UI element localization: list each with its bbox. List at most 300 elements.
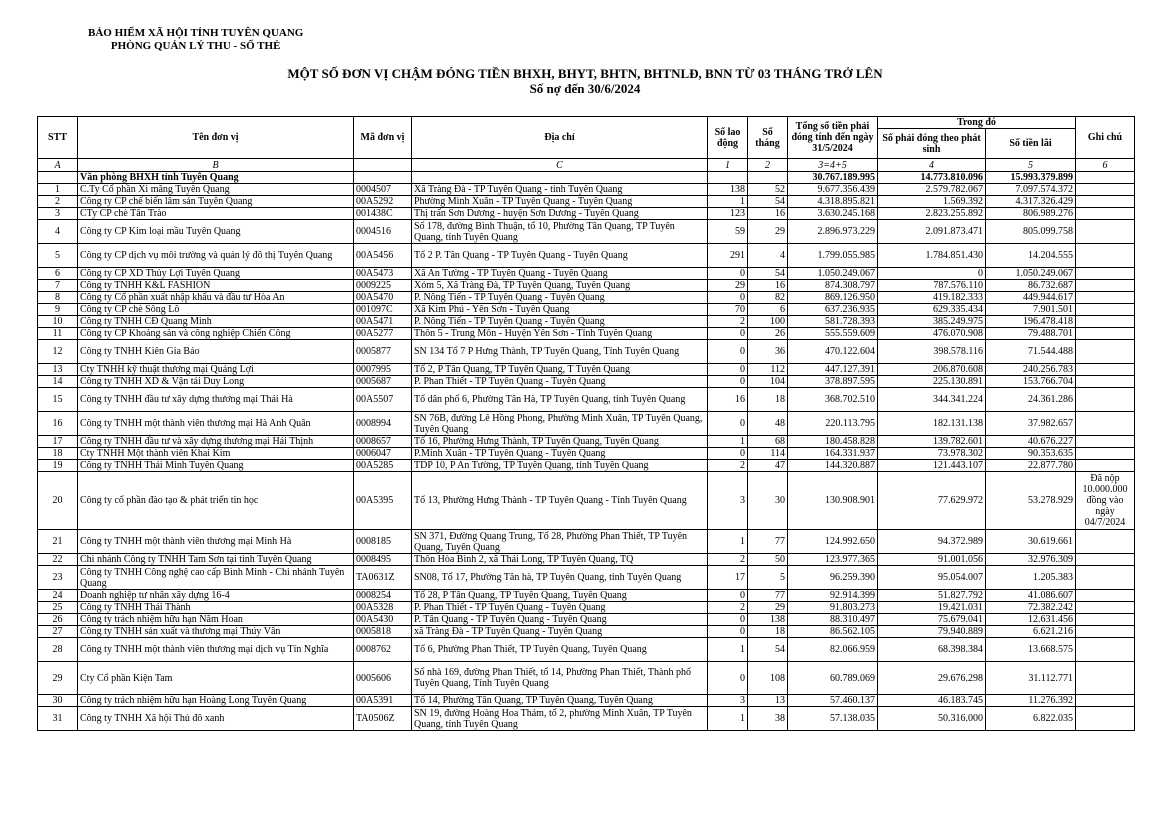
row-interest: 7.097.574.372: [986, 184, 1076, 196]
row-months: 5: [748, 566, 788, 590]
row-total: 220.113.795: [788, 412, 878, 436]
row-code: 00A5470: [354, 292, 412, 304]
row-months: 13: [748, 695, 788, 707]
row-workers: 0: [708, 412, 748, 436]
row-total: 378.897.595: [788, 376, 878, 388]
row-stt: 29: [38, 662, 78, 695]
row-address: P.Minh Xuân - TP Tuyên Quang - Tuyên Quang: [412, 448, 708, 460]
row-arising: 19.421.031: [878, 602, 986, 614]
row-note: [1076, 244, 1135, 268]
row-arising: 206.870.608: [878, 364, 986, 376]
row-address: SN08, Tổ 17, Phường Tân hà, TP Tuyên Quang, tỉnh Tuyên Quang: [412, 566, 708, 590]
col-group-breakdown: Trong đó: [878, 117, 1076, 129]
row-name: Công ty TNHH Thái Thành: [78, 602, 354, 614]
row-code: 0008254: [354, 590, 412, 602]
row-arising: 50.316.000: [878, 707, 986, 731]
row-stt: 27: [38, 626, 78, 638]
table-row: [38, 208, 1135, 220]
row-address: P. Phan Thiết - TP Tuyên Quang - Tuyên Quang: [412, 376, 708, 388]
table-row: [38, 554, 1135, 566]
row-code: 0005606: [354, 662, 412, 695]
row-workers: 1: [708, 436, 748, 448]
row-total: 57.138.035: [788, 707, 878, 731]
row-note: [1076, 220, 1135, 244]
letter-cell: C: [412, 159, 708, 172]
summary-row: [38, 172, 1135, 184]
row-code: 00A5328: [354, 602, 412, 614]
row-arising: 94.372.989: [878, 530, 986, 554]
org-name: BẢO HIỂM XÃ HỘI TỈNH TUYÊN QUANG: [88, 27, 304, 39]
row-interest: 153.766.704: [986, 376, 1076, 388]
row-note: [1076, 376, 1135, 388]
row-arising: 46.183.745: [878, 695, 986, 707]
row-code: 00A5277: [354, 328, 412, 340]
row-name: Công ty CP Kim loại mầu Tuyên Quang: [78, 220, 354, 244]
row-stt: 26: [38, 614, 78, 626]
row-code: 0008762: [354, 638, 412, 662]
row-note: [1076, 292, 1135, 304]
row-note: [1076, 602, 1135, 614]
row-total: 180.458.828: [788, 436, 878, 448]
letter-cell: 5: [986, 159, 1076, 172]
row-total: 92.914.399: [788, 590, 878, 602]
row-months: 50: [748, 554, 788, 566]
row-code: 00A5292: [354, 196, 412, 208]
letter-cell: [354, 159, 412, 172]
row-interest: 86.732.687: [986, 280, 1076, 292]
row-interest: 79.488.701: [986, 328, 1076, 340]
row-interest: 71.544.488: [986, 340, 1076, 364]
col-note: Ghi chú: [1076, 117, 1135, 159]
row-arising: 2.091.873.471: [878, 220, 986, 244]
row-note: [1076, 268, 1135, 280]
row-address: P. Phan Thiết - TP Tuyên Quang - Tuyên Quang: [412, 602, 708, 614]
row-name: Công ty TNHH một thành viên thương mại Hà Anh Quân: [78, 412, 354, 436]
row-name: Công ty CP chè Sông Lô: [78, 304, 354, 316]
row-name: Công ty TNHH Công nghệ cao cấp Bình Minh - Chi nhánh Tuyên Quang: [78, 566, 354, 590]
summary-label: Văn phòng BHXH tỉnh Tuyên Quang: [78, 172, 354, 184]
row-name: CTy CP chè Tân Trào: [78, 208, 354, 220]
row-stt: 19: [38, 460, 78, 472]
row-arising: 0: [878, 268, 986, 280]
row-note: [1076, 554, 1135, 566]
row-code: 00A5471: [354, 316, 412, 328]
row-total: 91.803.273: [788, 602, 878, 614]
row-months: 29: [748, 602, 788, 614]
row-months: 26: [748, 328, 788, 340]
row-arising: 79.940.889: [878, 626, 986, 638]
row-name: Công ty TNHH một thành viên thương mại Minh Hà: [78, 530, 354, 554]
row-address: SN 19, đường Hoàng Hoa Thám, tổ 2, phường Minh Xuân, TP Tuyên Quang, tỉnh Tuyên Quang: [412, 707, 708, 731]
row-arising: 385.249.975: [878, 316, 986, 328]
row-code: 00A5507: [354, 388, 412, 412]
row-total: 874.308.797: [788, 280, 878, 292]
table-row: [38, 626, 1135, 638]
row-stt: 25: [38, 602, 78, 614]
row-arising: 476.070.908: [878, 328, 986, 340]
row-address: Tổ 16, Phường Hưng Thành, TP Tuyên Quang, Tuyên Quang: [412, 436, 708, 448]
row-arising: 1.569.392: [878, 196, 986, 208]
row-name: Công ty TNHH Kiên Gia Bảo: [78, 340, 354, 364]
row-arising: 51.827.792: [878, 590, 986, 602]
row-workers: 0: [708, 626, 748, 638]
table-row: [38, 244, 1135, 268]
row-name: Công ty TNHH Thái Minh Tuyên Quang: [78, 460, 354, 472]
row-months: 112: [748, 364, 788, 376]
row-workers: 138: [708, 184, 748, 196]
table-row: [38, 376, 1135, 388]
row-name: Cty TNHH Một thành viên Khai Kim: [78, 448, 354, 460]
row-arising: 787.576.110: [878, 280, 986, 292]
row-workers: 1: [708, 530, 748, 554]
row-code: 00A5430: [354, 614, 412, 626]
row-total: 86.562.105: [788, 626, 878, 638]
row-name: Công ty CP chế biến lâm sản Tuyên Quang: [78, 196, 354, 208]
col-stt: STT: [38, 117, 78, 159]
row-arising: 398.578.116: [878, 340, 986, 364]
table-row: [38, 364, 1135, 376]
row-arising: 68.398.384: [878, 638, 986, 662]
row-arising: 139.782.601: [878, 436, 986, 448]
row-months: 18: [748, 626, 788, 638]
letter-cell: 3=4+5: [788, 159, 878, 172]
row-address: Tổ 14, Phường Tân Quang, TP Tuyên Quang, Tuyên Quang: [412, 695, 708, 707]
row-months: 114: [748, 448, 788, 460]
row-workers: 3: [708, 472, 748, 530]
row-workers: 2: [708, 460, 748, 472]
row-interest: 7.901.501: [986, 304, 1076, 316]
row-code: 0009225: [354, 280, 412, 292]
row-address: Tổ dân phố 6, Phường Tân Hà, TP Tuyên Quang, tỉnh Tuyên Quang: [412, 388, 708, 412]
row-stt: 17: [38, 436, 78, 448]
row-stt: 6: [38, 268, 78, 280]
row-arising: 91.001.056: [878, 554, 986, 566]
col-address: Địa chỉ: [412, 117, 708, 159]
summary-arising: 14.773.810.096: [878, 172, 986, 184]
row-workers: 1: [708, 707, 748, 731]
table-row: [38, 566, 1135, 590]
row-note: [1076, 566, 1135, 590]
row-months: 38: [748, 707, 788, 731]
row-stt: 8: [38, 292, 78, 304]
row-interest: 40.676.227: [986, 436, 1076, 448]
row-address: P. Nông Tiến - TP Tuyên Quang - Tuyên Quang: [412, 292, 708, 304]
row-interest: 6.822.035: [986, 707, 1076, 731]
row-code: 00A5395: [354, 472, 412, 530]
row-code: 00A5391: [354, 695, 412, 707]
row-stt: 22: [38, 554, 78, 566]
letter-cell: 1: [708, 159, 748, 172]
row-arising: 121.443.107: [878, 460, 986, 472]
row-address: SN 134 Tổ 7 P Hưng Thành, TP Tuyên Quang, Tỉnh Tuyên Quang: [412, 340, 708, 364]
row-interest: 22.877.780: [986, 460, 1076, 472]
table-row: [38, 695, 1135, 707]
row-workers: 2: [708, 602, 748, 614]
report-title-block: [0, 66, 1170, 96]
row-address: Số 178, đường Bình Thuận, tổ 10, Phường Tân Quang, TP Tuyên Quang, tỉnh Tuyên Quang: [412, 220, 708, 244]
row-interest: 805.099.758: [986, 220, 1076, 244]
row-name: Cty Cổ phần Kiện Tam: [78, 662, 354, 695]
row-note: [1076, 590, 1135, 602]
row-stt: 13: [38, 364, 78, 376]
row-code: 00A5285: [354, 460, 412, 472]
org-header: [88, 27, 303, 53]
row-address: Tổ 6, Phường Phan Thiết, TP Tuyên Quang, Tuyên Quang: [412, 638, 708, 662]
table-row: [38, 530, 1135, 554]
row-total: 1.050.249.067: [788, 268, 878, 280]
row-code: 0008495: [354, 554, 412, 566]
row-code: TA0631Z: [354, 566, 412, 590]
row-name: Công ty cổ phần đào tạo & phát triển tin học: [78, 472, 354, 530]
row-note: [1076, 340, 1135, 364]
table-row: [38, 220, 1135, 244]
row-interest: 24.361.286: [986, 388, 1076, 412]
row-total: 2.896.973.229: [788, 220, 878, 244]
row-name: Cty TNHH kỹ thuật thương mại Quảng Lợi: [78, 364, 354, 376]
row-total: 124.992.650: [788, 530, 878, 554]
row-months: 54: [748, 268, 788, 280]
row-interest: 72.382.242: [986, 602, 1076, 614]
row-workers: 0: [708, 328, 748, 340]
row-address: Xã Tràng Đà - TP Tuyên Quang - tỉnh Tuyên Quang: [412, 184, 708, 196]
col-name: Tên đơn vị: [78, 117, 354, 159]
row-workers: 0: [708, 376, 748, 388]
row-address: Xã Kim Phú - Yên Sơn - Tuyên Quang: [412, 304, 708, 316]
row-workers: 0: [708, 448, 748, 460]
table-row: [38, 280, 1135, 292]
table-row: [38, 707, 1135, 731]
row-interest: 806.989.276: [986, 208, 1076, 220]
report-title: MỘT SỐ ĐƠN VỊ CHẬM ĐÓNG TIỀN BHXH, BHYT, BHTN, BHTNLĐ, BNN TỪ 03 THÁNG TRỞ LÊN: [287, 66, 883, 81]
row-months: 6: [748, 304, 788, 316]
row-note: [1076, 626, 1135, 638]
row-code: 0008657: [354, 436, 412, 448]
col-months: Số tháng: [748, 117, 788, 159]
row-interest: 37.982.657: [986, 412, 1076, 436]
row-interest: 240.256.783: [986, 364, 1076, 376]
row-note: Đã nộp 10.000.000 đồng vào ngày 04/7/2024: [1076, 472, 1135, 530]
row-address: Tổ 2, P Tân Quang, TP Tuyên Quang, T Tuyên Quang: [412, 364, 708, 376]
table-row: [38, 184, 1135, 196]
row-workers: 29: [708, 280, 748, 292]
row-interest: 1.205.383: [986, 566, 1076, 590]
row-note: [1076, 412, 1135, 436]
row-months: 16: [748, 208, 788, 220]
row-total: 164.331.937: [788, 448, 878, 460]
row-total: 144.320.887: [788, 460, 878, 472]
table-row: [38, 340, 1135, 364]
row-stt: 9: [38, 304, 78, 316]
row-note: [1076, 662, 1135, 695]
table-row: [38, 638, 1135, 662]
table-row: [38, 448, 1135, 460]
table-row: [38, 196, 1135, 208]
row-workers: 0: [708, 590, 748, 602]
col-code: Mã đơn vị: [354, 117, 412, 159]
row-arising: 95.054.007: [878, 566, 986, 590]
row-total: 60.789.069: [788, 662, 878, 695]
row-stt: 14: [38, 376, 78, 388]
row-stt: 18: [38, 448, 78, 460]
row-interest: 12.631.456: [986, 614, 1076, 626]
row-note: [1076, 460, 1135, 472]
row-code: 0008994: [354, 412, 412, 436]
table-row: [38, 590, 1135, 602]
row-address: P. Nông Tiến - TP Tuyên Quang - Tuyên Quang: [412, 316, 708, 328]
row-note: [1076, 184, 1135, 196]
summary-interest: 15.993.379.899: [986, 172, 1076, 184]
row-months: 77: [748, 590, 788, 602]
row-interest: 14.204.555: [986, 244, 1076, 268]
row-arising: 73.978.302: [878, 448, 986, 460]
row-note: [1076, 364, 1135, 376]
row-stt: 16: [38, 412, 78, 436]
table-row: [38, 436, 1135, 448]
row-code: 00A5456: [354, 244, 412, 268]
row-note: [1076, 388, 1135, 412]
debt-table: [37, 116, 1135, 731]
row-address: TDP 10, P An Tường, TP Tuyên Quang, tỉnh Tuyên Quang: [412, 460, 708, 472]
row-months: 47: [748, 460, 788, 472]
row-workers: 0: [708, 364, 748, 376]
row-workers: 123: [708, 208, 748, 220]
table-row: [38, 472, 1135, 530]
row-address: Xã An Tường - TP Tuyên Quang - Tuyên Quang: [412, 268, 708, 280]
row-note: [1076, 304, 1135, 316]
row-total: 1.799.055.985: [788, 244, 878, 268]
table-row: [38, 602, 1135, 614]
table-row: [38, 316, 1135, 328]
row-name: Doanh nghiệp tư nhân xây dựng 16-4: [78, 590, 354, 602]
row-address: Tổ 2 P. Tân Quang - TP Tuyên Quang - Tuyên Quang: [412, 244, 708, 268]
row-months: 18: [748, 388, 788, 412]
row-address: Thôn Hòa Bình 2, xã Thái Long, TP Tuyên Quang, TQ: [412, 554, 708, 566]
row-interest: 30.619.661: [986, 530, 1076, 554]
row-months: 54: [748, 638, 788, 662]
row-address: Số nhà 169, đường Phan Thiết, tổ 14, Phường Phan Thiết, Thành phố Tuyên Quang, Tỉnh Tuyên Quang: [412, 662, 708, 695]
table-row: [38, 412, 1135, 436]
row-name: Công ty CP Khoáng sản và công nghiệp Chiến Công: [78, 328, 354, 340]
row-stt: 21: [38, 530, 78, 554]
row-months: 30: [748, 472, 788, 530]
row-stt: 31: [38, 707, 78, 731]
row-workers: 59: [708, 220, 748, 244]
row-address: Tổ 28, P Tân Quang, TP Tuyên Quang, Tuyên Quang: [412, 590, 708, 602]
row-name: Công ty TNHH sản xuất và thương mại Thúy Vân: [78, 626, 354, 638]
row-address: Xóm 5, Xã Tràng Đà, TP Tuyên Quang, Tuyên Quang: [412, 280, 708, 292]
row-arising: 77.629.972: [878, 472, 986, 530]
row-arising: 629.335.434: [878, 304, 986, 316]
col-interest: Số tiền lãi: [986, 129, 1076, 159]
row-arising: 75.679.041: [878, 614, 986, 626]
row-months: 77: [748, 530, 788, 554]
row-months: 100: [748, 316, 788, 328]
row-workers: 1: [708, 638, 748, 662]
table-row: [38, 304, 1135, 316]
row-note: [1076, 208, 1135, 220]
col-total: Tổng số tiền phải đóng tính đến ngày 31/5/2024: [788, 117, 878, 159]
row-note: [1076, 707, 1135, 731]
row-workers: 2: [708, 316, 748, 328]
row-name: Công ty TNHH CĐ Quang Minh: [78, 316, 354, 328]
row-arising: 1.784.851.430: [878, 244, 986, 268]
letter-cell: 2: [748, 159, 788, 172]
row-workers: 0: [708, 662, 748, 695]
row-name: Công ty TNHH đầu tư xây dựng thương mại Thái Hà: [78, 388, 354, 412]
row-note: [1076, 695, 1135, 707]
table-body: [38, 184, 1135, 731]
row-months: 104: [748, 376, 788, 388]
row-stt: 3: [38, 208, 78, 220]
row-name: Công ty CP dịch vụ môi trường và quản lý đô thị Tuyên Quang: [78, 244, 354, 268]
row-workers: 16: [708, 388, 748, 412]
row-name: Công ty trách nhiệm hữu hạn Hoàng Long Tuyên Quang: [78, 695, 354, 707]
row-arising: 419.182.333: [878, 292, 986, 304]
table-row: [38, 268, 1135, 280]
row-code: 0008185: [354, 530, 412, 554]
row-code: 0004507: [354, 184, 412, 196]
letter-cell: A: [38, 159, 78, 172]
row-address: xã Tràng Đà - TP Tuyên Quang - Tuyên Quang: [412, 626, 708, 638]
row-code: 0007995: [354, 364, 412, 376]
row-note: [1076, 436, 1135, 448]
row-address: Tổ 13, Phường Hưng Thành - TP Tuyên Quang - Tỉnh Tuyên Quang: [412, 472, 708, 530]
table-row: [38, 328, 1135, 340]
row-workers: 0: [708, 614, 748, 626]
table-row: [38, 614, 1135, 626]
table-row: [38, 460, 1135, 472]
row-total: 869.126.950: [788, 292, 878, 304]
row-arising: 2.579.782.067: [878, 184, 986, 196]
row-code: 0004516: [354, 220, 412, 244]
row-name: Công ty CP XD Thủy Lợi Tuyên Quang: [78, 268, 354, 280]
row-months: 36: [748, 340, 788, 364]
row-interest: 90.353.635: [986, 448, 1076, 460]
row-months: 54: [748, 196, 788, 208]
row-interest: 4.317.326.429: [986, 196, 1076, 208]
table-row: [38, 388, 1135, 412]
row-stt: 1: [38, 184, 78, 196]
row-months: 108: [748, 662, 788, 695]
row-name: Công ty trách nhiệm hữu hạn Năm Hoan: [78, 614, 354, 626]
letter-cell: 6: [1076, 159, 1135, 172]
row-stt: 24: [38, 590, 78, 602]
row-note: [1076, 316, 1135, 328]
row-total: 57.460.137: [788, 695, 878, 707]
org-department: PHÒNG QUẢN LÝ THU - SỔ THẺ: [110, 40, 281, 52]
row-total: 368.702.510: [788, 388, 878, 412]
row-note: [1076, 638, 1135, 662]
row-stt: 10: [38, 316, 78, 328]
row-months: 82: [748, 292, 788, 304]
col-workers: Số lao động: [708, 117, 748, 159]
row-code: 00A5473: [354, 268, 412, 280]
row-note: [1076, 328, 1135, 340]
row-arising: 182.131.138: [878, 412, 986, 436]
row-name: Công ty TNHH Xã hội Thủ đô xanh: [78, 707, 354, 731]
row-months: 4: [748, 244, 788, 268]
row-months: 16: [748, 280, 788, 292]
row-total: 82.066.959: [788, 638, 878, 662]
row-code: 0006047: [354, 448, 412, 460]
row-total: 581.728.393: [788, 316, 878, 328]
row-months: 138: [748, 614, 788, 626]
row-interest: 449.944.617: [986, 292, 1076, 304]
row-workers: 0: [708, 268, 748, 280]
row-address: Thị trấn Sơn Dương - huyện Sơn Dương - Tuyên Quang: [412, 208, 708, 220]
row-note: [1076, 280, 1135, 292]
row-total: 123.977.365: [788, 554, 878, 566]
